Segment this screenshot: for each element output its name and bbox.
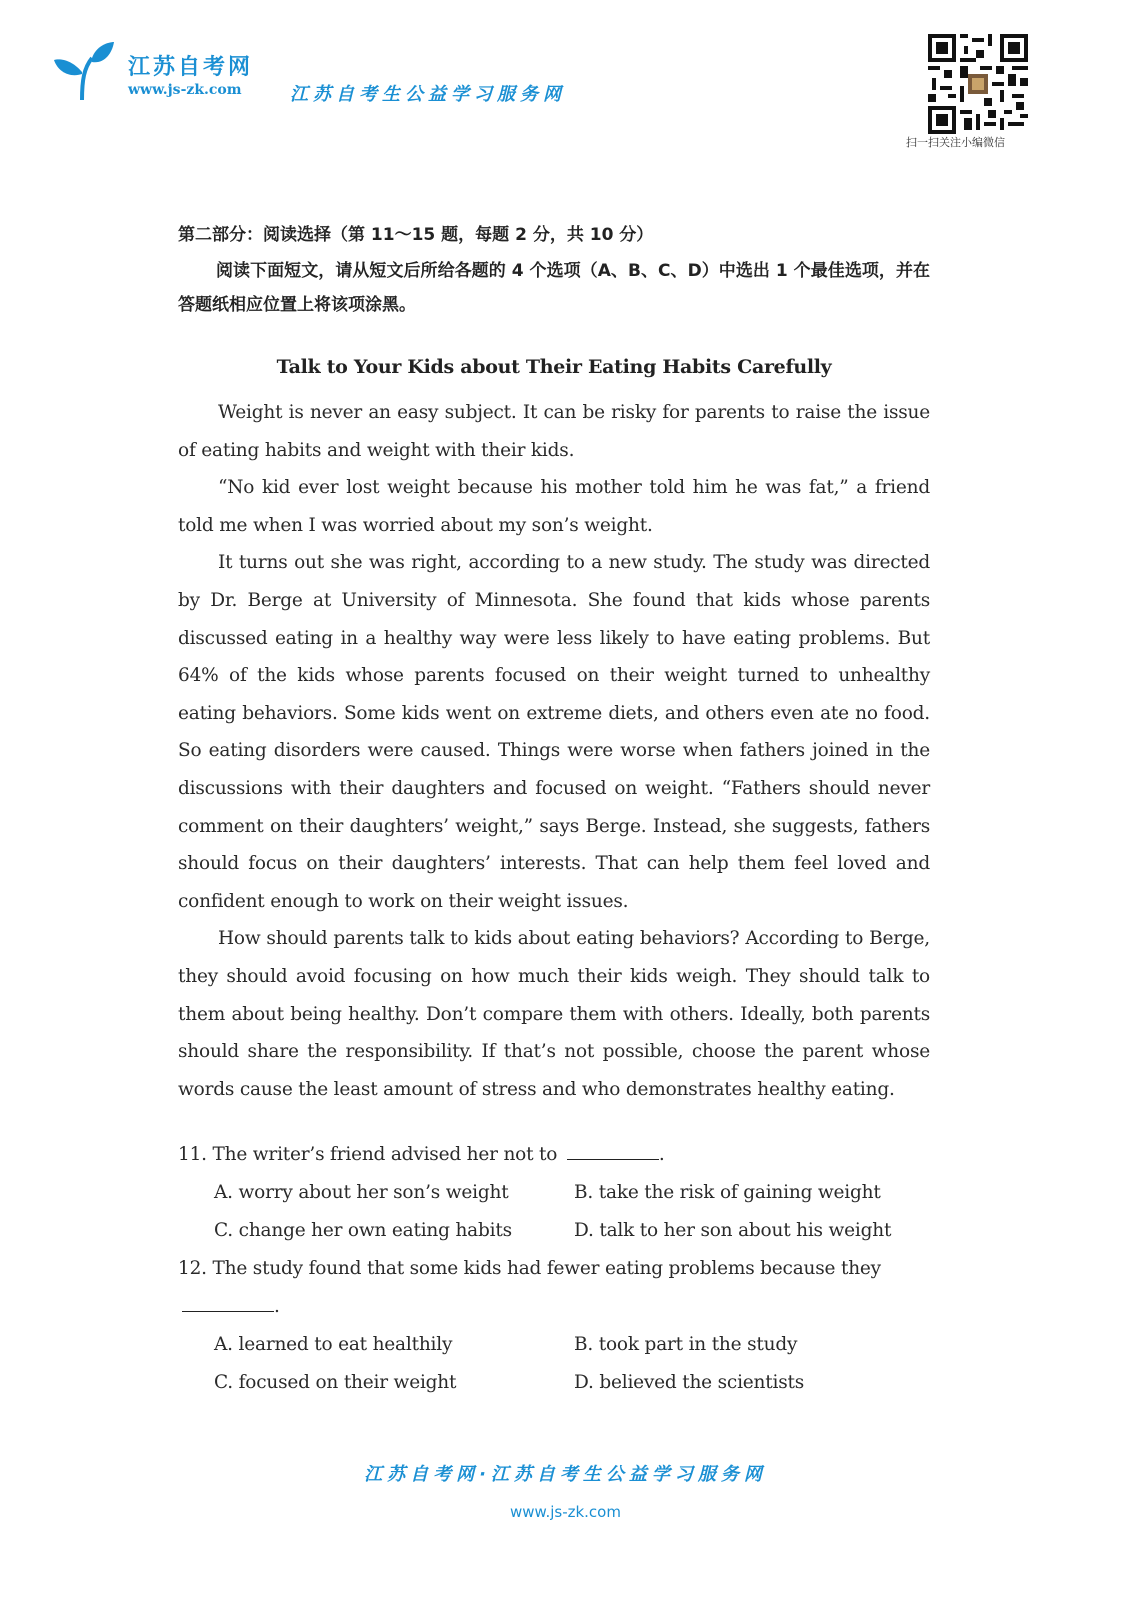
section-instructions: 阅读下面短文，请从短文后所给各题的 4 个选项（A、B、C、D）中选出 1 个最佳选项，并在答题纸相应位置上将该项涂黑。 <box>178 261 930 315</box>
question-12 <box>178 1250 930 1402</box>
option-row <box>178 1364 930 1402</box>
option-c[interactable]: C. focused on their weight <box>214 1372 457 1394</box>
brand-name: 江苏自考网 <box>128 55 254 80</box>
option-row <box>178 1212 930 1250</box>
exam-content <box>178 220 930 1402</box>
article-title: Talk to Your Kids about Their Eating Habits Carefully <box>276 356 832 378</box>
article-paragraph: “No kid ever lost weight because his mother told him he was fat,” a friend told me when I was worried about my son’s weight. <box>178 477 930 536</box>
option-c[interactable]: C. change her own eating habits <box>214 1220 512 1242</box>
footer-url[interactable]: www.js-zk.com <box>510 1503 621 1521</box>
question-stem <box>178 1136 930 1174</box>
question-11 <box>178 1136 930 1250</box>
sprout-leaf-icon <box>52 40 116 102</box>
question-stem-text: 12. The study found that some kids had fewer eating problems because they <box>178 1258 881 1280</box>
option-d[interactable]: D. talk to her son about his weight <box>574 1220 892 1242</box>
qr-caption: 扫一扫关注小编微信 <box>906 136 1005 149</box>
answer-blank <box>567 1145 659 1160</box>
footer-slogan: 江苏自考网·江苏自考生公益学习服务网 <box>364 1464 767 1485</box>
question-stem-text: 11. The writer’s friend advised her not to <box>178 1144 558 1166</box>
answer-blank <box>182 1297 274 1312</box>
section-heading: 第二部分：阅读选择（第 11～15 题，每题 2 分，共 10 分） <box>178 225 654 245</box>
qr-code-icon <box>926 34 1030 134</box>
brand-url[interactable]: www.js-zk.com <box>128 82 242 98</box>
option-b[interactable]: B. took part in the study <box>574 1334 798 1356</box>
question-stem <box>178 1250 930 1326</box>
question-end-mark: . <box>658 1144 665 1166</box>
option-row <box>178 1326 930 1364</box>
option-b[interactable]: B. take the risk of gaining weight <box>574 1182 881 1204</box>
option-d[interactable]: D. believed the scientists <box>574 1372 805 1394</box>
article-paragraph: How should parents talk to kids about eating behaviors? According to Berge, they should avoid focusing on how much their kids weigh. They should talk to them about being healthy. Don’t compare them with others. Ideally, both parents should share the responsibility. If that’s not possible, choose the parent whose words cause the least amount of stress and who demonstrates healthy eating. <box>178 928 930 1100</box>
page-header <box>0 0 1131 160</box>
question-end-mark: . <box>274 1296 280 1318</box>
option-row <box>178 1174 930 1212</box>
question-list <box>178 1136 930 1402</box>
option-a[interactable]: A. learned to eat healthily <box>214 1334 453 1356</box>
article-paragraph: It turns out she was right, according to a new study. The study was directed by Dr. Berge at University of Minnesota. She found that kids whose parents discussed eating in a healthy way were less likely to have eating problems. But 64% of the kids whose parents focused on their weight turned to unhealthy eating behaviors. Some kids went on extreme diets, and others even ate no food. So eating disorders were caused. Things were worse when fathers joined in the discussions with their daughters and focused on weight. “Fathers should never comment on their daughters’ weight,” says Berge. Instead, she suggests, fathers should focus on their daughters’ interests. That can help them feel loved and confident enough to work on their weight issues. <box>178 552 930 912</box>
option-a[interactable]: A. worry about her son’s weight <box>214 1182 509 1204</box>
article-paragraph: Weight is never an easy subject. It can be risky for parents to raise the issue of eating habits and weight with their kids. <box>178 402 930 461</box>
brand-slogan: 江苏自考生公益学习服务网 <box>290 84 566 105</box>
